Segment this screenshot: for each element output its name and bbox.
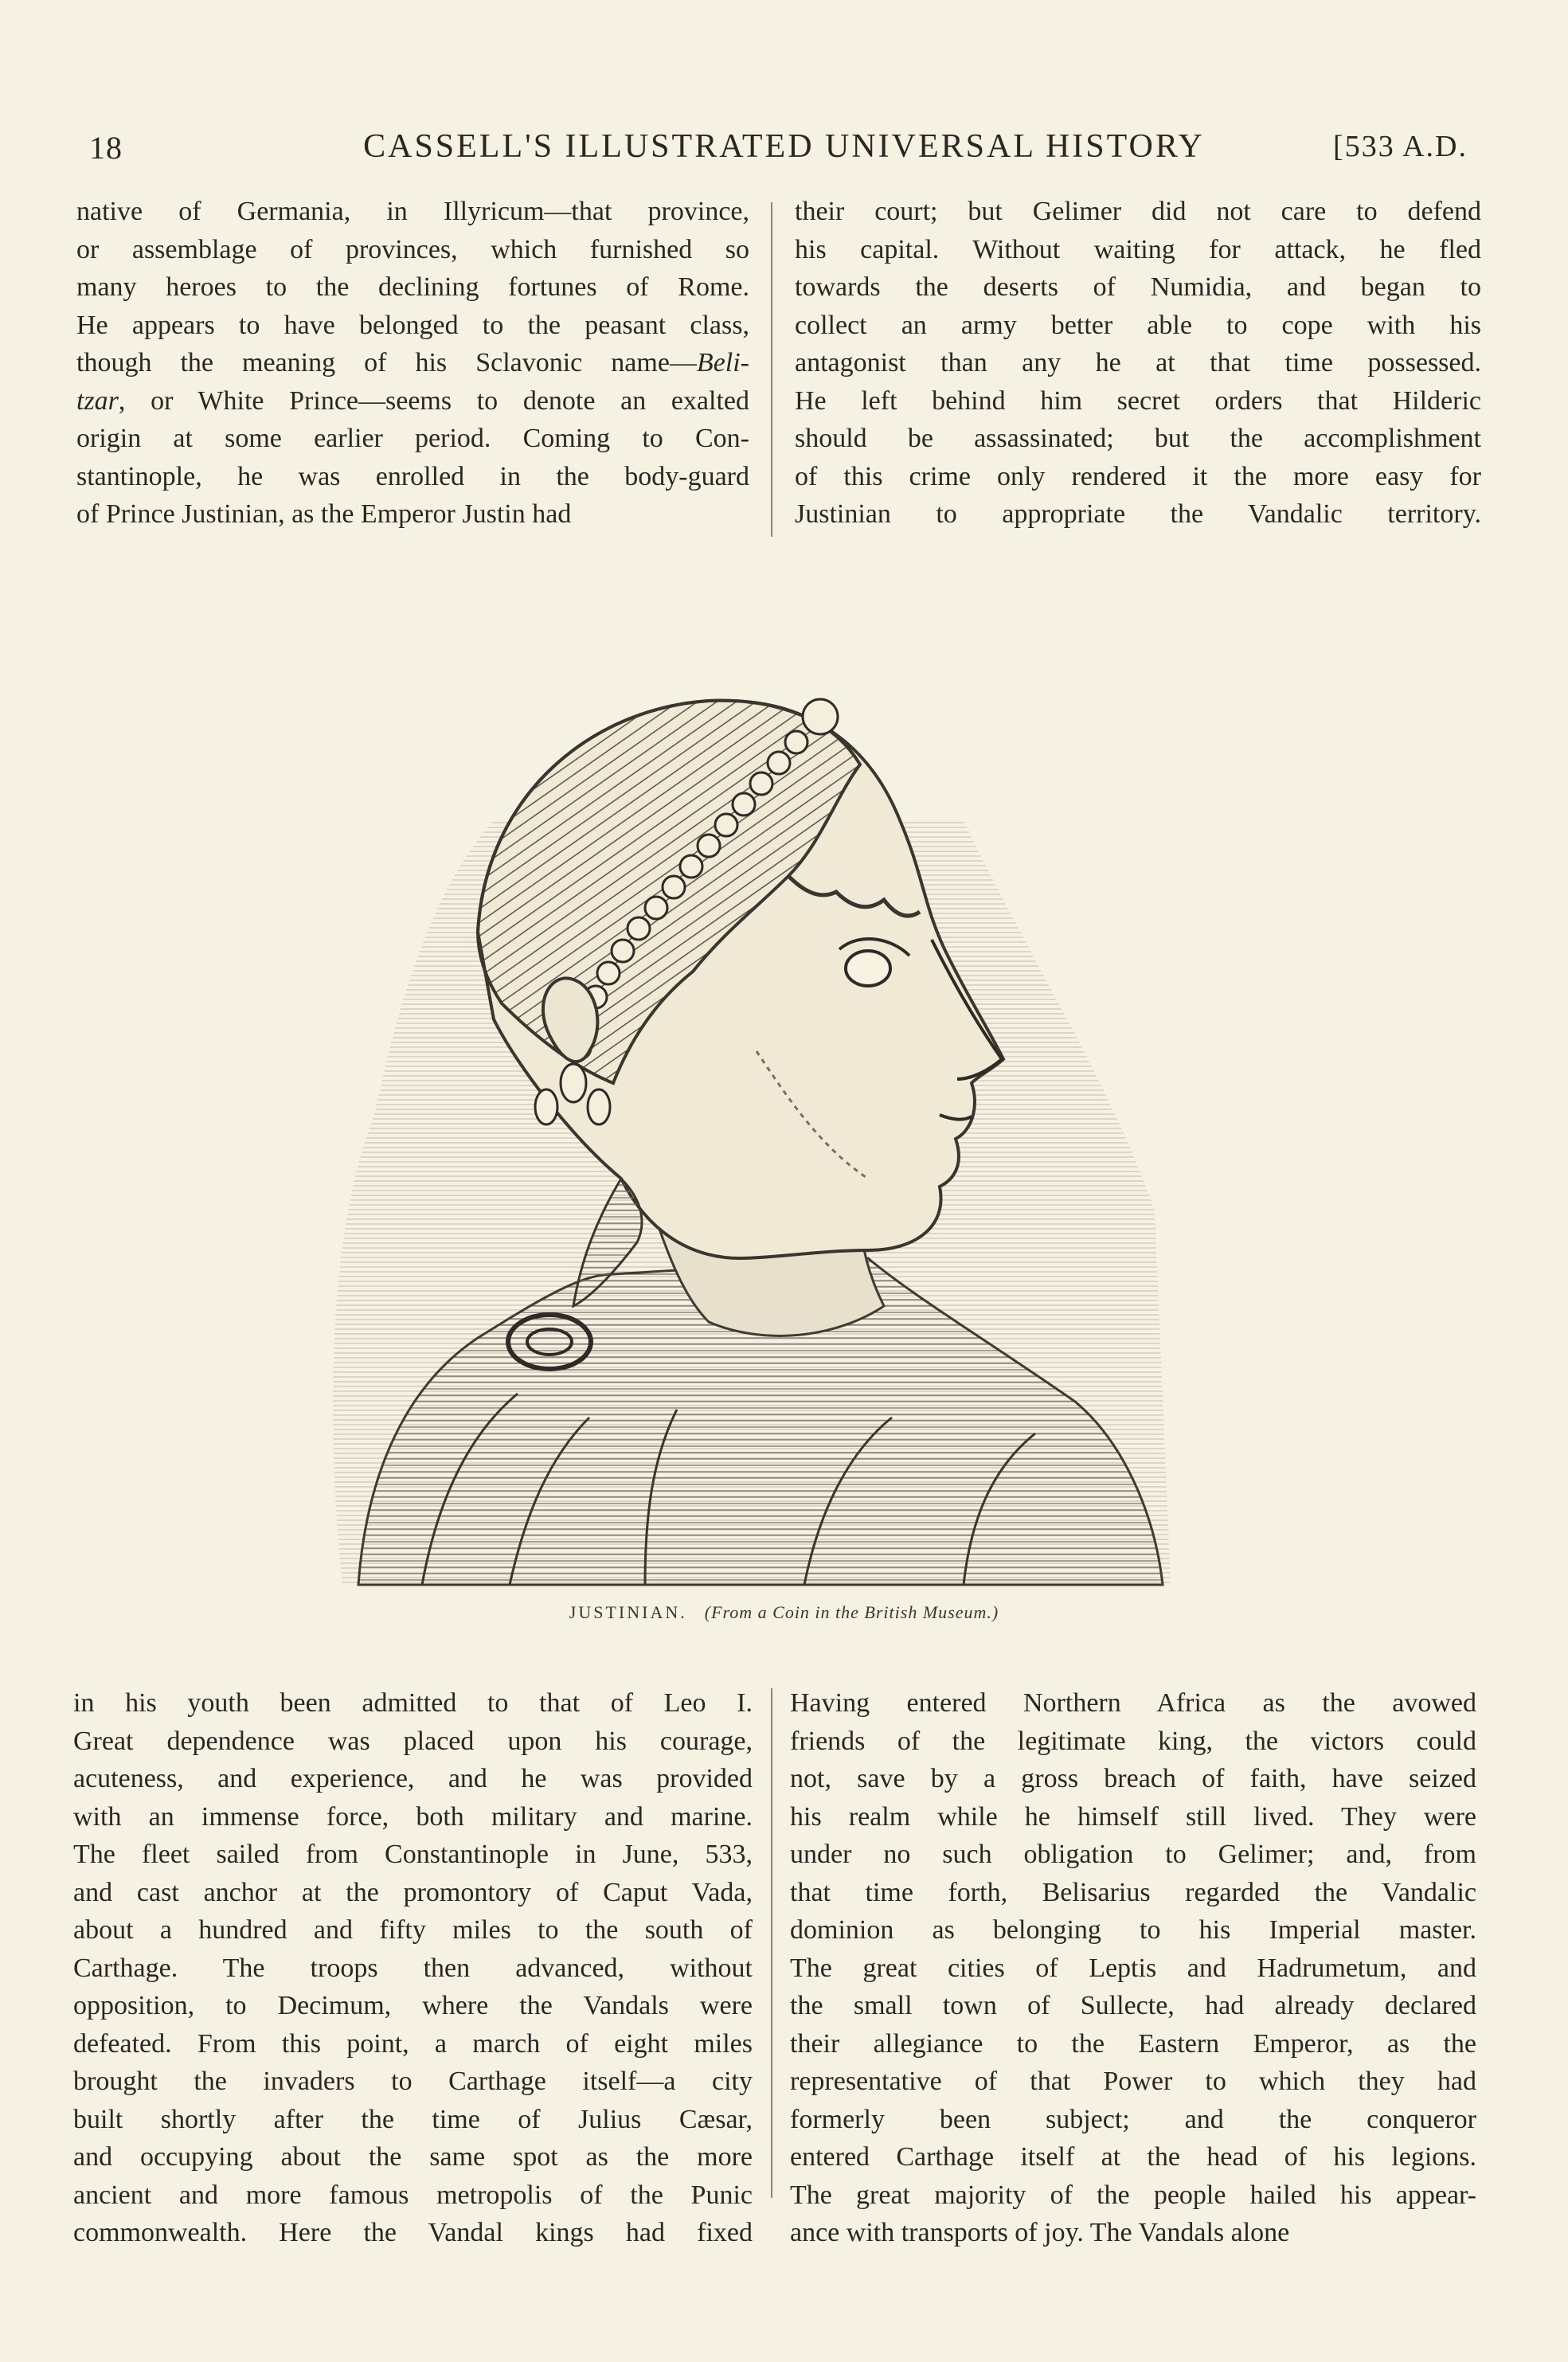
text-line: stantinople, he was enrolled in the body-guard — [76, 461, 749, 491]
text-line: his realm while he himself still lived. They were — [790, 1801, 1476, 1832]
text-line: He appears to have belonged to the peasant class, — [76, 310, 749, 340]
text-line: built shortly after the time of Julius Cæsar, — [73, 2104, 753, 2134]
text-line: ance with transports of joy. The Vandals alone — [790, 2218, 1290, 2247]
text-fragment: , or White Prince—seems to denote an exalted — [118, 385, 749, 416]
text-line: The great cities of Leptis and Hadrumetum, and — [790, 1953, 1476, 1983]
text-line: the small town of Sullecte, had already declared — [790, 1991, 1476, 2020]
text-line: acuteness, and experience, and he was provided — [73, 1764, 753, 1793]
text-line: Carthage. The troops then advanced, without — [73, 1953, 753, 1983]
text-line: his capital. Without waiting for attack, he fled — [795, 234, 1481, 264]
text-line: and cast anchor at the promontory of Caput Vada, — [73, 1877, 753, 1907]
text-line: or assemblage of provinces, which furnished so — [76, 234, 749, 264]
text-line: should be assassinated; but the accomplishment — [795, 424, 1481, 453]
text-line: of this crime only rendered it the more easy for — [795, 461, 1481, 491]
text-line: representative of that Power to which they had — [790, 2067, 1476, 2096]
text-line: their allegiance to the Eastern Emperor, as the — [790, 2028, 1476, 2059]
justinian-portrait-illustration — [311, 557, 1179, 1593]
top-right-column — [795, 193, 1481, 534]
text-line: Justinian to appropriate the Vandalic territory. — [795, 499, 1481, 529]
text-line: The great majority of the people hailed his appear- — [790, 2180, 1476, 2210]
column-divider — [771, 1688, 772, 2198]
bottom-left-column — [73, 1684, 753, 2252]
text-line: entered Carthage itself at the head of his legions. — [790, 2142, 1476, 2172]
italic-word: tzar — [76, 385, 119, 416]
text-line: friends of the legitimate king, the victors could — [790, 1726, 1476, 1756]
top-left-column — [76, 193, 749, 534]
text-line: Great dependence was placed upon his courage, — [73, 1726, 753, 1756]
text-line: brought the invaders to Carthage itself—a city — [73, 2067, 753, 2096]
text-line: collect an army better able to cope with his — [795, 310, 1481, 340]
text-line: about a hundred and fifty miles to the south of — [73, 1915, 753, 1945]
text-fragment: though the meaning of his Sclavonic name— — [76, 348, 697, 377]
text-line: ancient and more famous metropolis of the Punic — [73, 2180, 753, 2210]
text-line: antagonist than any he at that time possessed. — [795, 348, 1481, 377]
text-line: that time forth, Belisarius regarded the Vandalic — [790, 1877, 1476, 1907]
text-line: origin at some earlier period. Coming to Con- — [76, 424, 749, 453]
text-line: defeated. From this point, a march of eight miles — [73, 2028, 753, 2059]
text-line: opposition, to Decimum, where the Vandals were — [73, 1991, 753, 2020]
running-date: [533 A.D. — [1333, 130, 1468, 163]
text-line: under no such obligation to Gelimer; and, from — [790, 1840, 1476, 1869]
text-line-with-italic — [76, 344, 749, 382]
italic-word: Beli- — [696, 348, 749, 377]
text-line: He left behind him secret orders that Hilderic — [795, 385, 1481, 416]
text-line-with-italic — [76, 382, 749, 420]
text-line: of Prince Justinian, as the Emperor Justin had — [76, 499, 572, 529]
figure-caption — [0, 1602, 1568, 1623]
text-line: dominion as belonging to his Imperial master. — [790, 1915, 1476, 1945]
caption-title: JUSTINIAN. — [569, 1602, 687, 1622]
text-line: and occupying about the same spot as the more — [73, 2142, 753, 2172]
text-line: not, save by a gross breach of faith, have seized — [790, 1764, 1476, 1793]
text-line: commonwealth. Here the Vandal kings had fixed — [73, 2218, 753, 2247]
text-line: with an immense force, both military and marine. — [73, 1801, 753, 1832]
text-line: many heroes to the declining fortunes of Rome. — [76, 272, 749, 302]
column-divider — [771, 202, 772, 537]
text-line: towards the deserts of Numidia, and began to — [795, 272, 1481, 302]
text-line: formerly been subject; and the conqueror — [790, 2104, 1476, 2134]
caption-source: (From a Coin in the British Museum.) — [704, 1602, 999, 1622]
text-line: The fleet sailed from Constantinople in June, 533, — [73, 1840, 753, 1869]
text-line: native of Germania, in Illyricum—that province, — [76, 197, 749, 226]
page-number: 18 — [89, 130, 123, 166]
text-line: Having entered Northern Africa as the avowed — [790, 1688, 1476, 1718]
text-line: their court; but Gelimer did not care to defend — [795, 197, 1481, 226]
running-title: CASSELL'S ILLUSTRATED UNIVERSAL HISTORY — [363, 128, 1205, 165]
bottom-right-column — [790, 1684, 1476, 2252]
portrait-engraving — [311, 557, 1179, 1593]
text-line: in his youth been admitted to that of Leo I. — [73, 1688, 753, 1718]
